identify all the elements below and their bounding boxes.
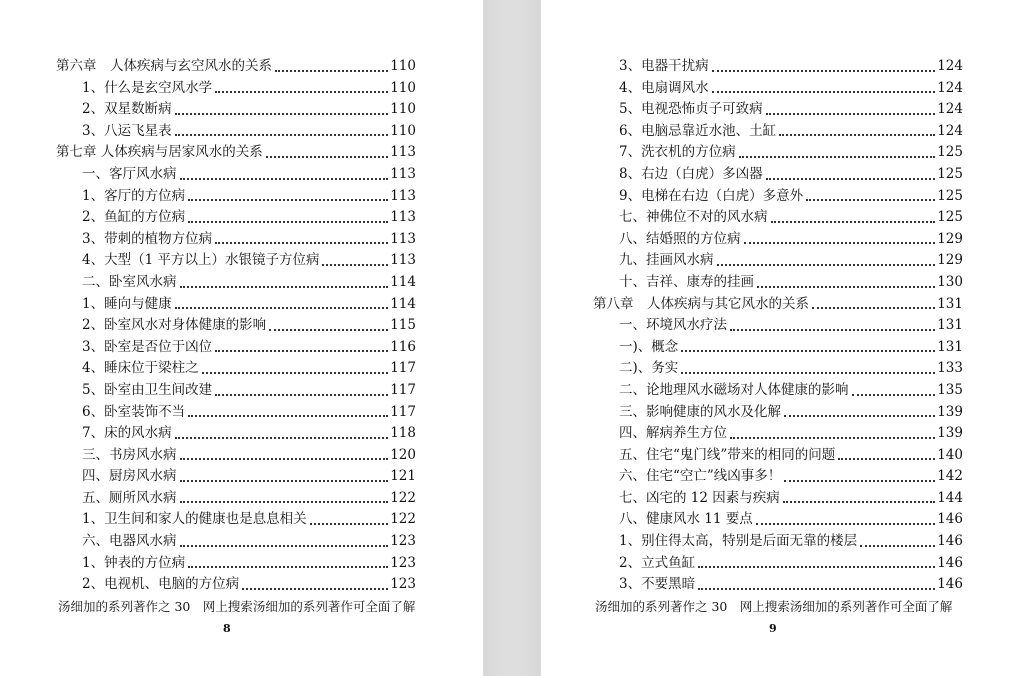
dot-leader: [266, 156, 388, 158]
toc-entry: [56, 574, 416, 596]
dot-leader: [766, 178, 936, 180]
page-number: 8: [223, 622, 231, 635]
toc-entry-page: 131: [937, 317, 963, 334]
toc-entry: [56, 164, 416, 186]
toc-entry: [56, 531, 416, 553]
right-page: [541, 0, 1024, 676]
toc-entry: [56, 99, 416, 121]
toc-entry: [593, 402, 963, 424]
page-footer: 汤细加的系列著作之 30 网上搜索汤细加的系列著作可全面了解: [595, 599, 953, 614]
toc-entry-page: 125: [937, 187, 963, 204]
toc-entry-label: 三、书房风水病: [82, 446, 177, 463]
toc-entry-page: 146: [937, 511, 963, 528]
toc-entry-label: 2、立式鱼缸: [619, 554, 696, 571]
toc-entry-label: 1、钟表的方位病: [82, 554, 186, 571]
toc-entry-label: 4、大型（1 平方以上）水银镜子方位病: [82, 252, 320, 269]
toc-entry: [593, 423, 963, 445]
toc-entry-label: 一、客厅风水病: [82, 165, 177, 182]
toc-entry-page: 129: [937, 252, 963, 269]
dot-leader: [681, 372, 935, 374]
dot-leader: [188, 221, 388, 223]
toc-entry-page: 113: [390, 165, 416, 182]
toc-entry-page: 124: [937, 101, 963, 118]
toc-entry-page: 117: [390, 381, 416, 398]
toc-entry-page: 113: [390, 144, 416, 161]
dot-leader: [766, 113, 936, 115]
toc-entry-label: 一)、概念: [619, 338, 679, 355]
toc-entry-label: 第七章 人体疾病与居家风水的关系: [56, 144, 263, 161]
dot-leader: [215, 394, 388, 396]
toc-entry-page: 130: [937, 273, 963, 290]
toc-entry-page: 129: [937, 230, 963, 247]
toc-entry-label: 二、论地理风水磁场对人体健康的影响: [619, 381, 849, 398]
toc-entry: [593, 315, 963, 337]
toc-entry-page: 123: [390, 576, 416, 593]
toc-entry: [56, 553, 416, 575]
toc-entry-label: 1、客厅的方位病: [82, 187, 186, 204]
toc-entry: [593, 531, 963, 553]
toc-entry-label: 2、双星数断病: [82, 101, 172, 118]
toc-entry: [593, 121, 963, 143]
toc-entry-label: 3、不要黑暗: [619, 576, 696, 593]
toc-entry: [593, 99, 963, 121]
toc-entry-page: 146: [937, 554, 963, 571]
toc-entry-label: 五、厕所风水病: [82, 489, 177, 506]
toc-entry-page: 125: [937, 144, 963, 161]
toc-entry-label: 第八章 人体疾病与其它风水的关系: [593, 295, 809, 312]
toc-entry: [593, 207, 963, 229]
dot-leader: [180, 501, 389, 503]
dot-leader: [175, 307, 389, 309]
toc-entry-label: 八、结婚照的方位病: [619, 230, 741, 247]
toc-entry-label: 4、电扇调风水: [619, 79, 709, 96]
toc-entry-page: 123: [390, 533, 416, 550]
toc-entry-label: 二)、务实: [619, 360, 679, 377]
toc-entry-label: 六、电器风水病: [82, 533, 177, 550]
toc-entry: [593, 142, 963, 164]
toc-entry-page: 115: [390, 317, 416, 334]
toc-entry-page: 122: [390, 511, 416, 528]
dot-leader: [756, 523, 935, 525]
page-footer: 汤细加的系列著作之 30 网上搜索汤细加的系列著作可全面了解: [58, 599, 416, 614]
toc-entry: [56, 358, 416, 380]
toc-entry: [593, 553, 963, 575]
toc-entry: [593, 250, 963, 272]
toc-entry-label: 8、右边（白虎）多凶器: [619, 165, 763, 182]
toc-entry-label: 八、健康风水 11 要点: [619, 511, 753, 528]
dot-leader: [783, 501, 935, 503]
toc-entry: [56, 509, 416, 531]
dot-leader: [180, 480, 389, 482]
toc-chapter-heading: [56, 142, 416, 164]
toc-entry: [56, 186, 416, 208]
toc-entry-label: 5、卧室由卫生间改建: [82, 381, 213, 398]
toc-entry-label: 7、床的风水病: [82, 425, 172, 442]
dot-leader: [838, 458, 935, 460]
toc-entry: [593, 164, 963, 186]
toc-entry-page: 117: [390, 360, 416, 377]
toc-entry: [56, 121, 416, 143]
toc-entry-page: 122: [390, 489, 416, 506]
toc-entry-label: 四、解病养生方位: [619, 425, 727, 442]
dot-leader: [730, 437, 935, 439]
toc-list: [593, 56, 963, 596]
toc-entry: [593, 380, 963, 402]
toc-chapter-heading: [56, 56, 416, 78]
toc-entry-page: 114: [390, 295, 416, 312]
toc-entry-label: 五、住宅“鬼门线”带来的相同的问题: [619, 446, 836, 463]
toc-entry: [593, 56, 963, 78]
dot-leader: [860, 545, 935, 547]
toc-entry-page: 110: [390, 122, 416, 139]
toc-entry-page: 113: [390, 209, 416, 226]
dot-leader: [681, 350, 935, 352]
dot-leader: [812, 307, 935, 309]
dot-leader: [202, 372, 389, 374]
toc-entry: [593, 466, 963, 488]
toc-entry-label: 九、挂画风水病: [619, 252, 714, 269]
toc-entry-label: 3、带刺的植物方位病: [82, 230, 213, 247]
toc-entry-page: 139: [937, 425, 963, 442]
toc-entry: [56, 466, 416, 488]
dot-leader: [175, 113, 389, 115]
toc-entry-page: 135: [937, 381, 963, 398]
toc-entry-page: 110: [390, 79, 416, 96]
dot-leader: [322, 264, 388, 266]
dot-leader: [242, 588, 388, 590]
toc-entry-label: 3、卧室是否位于凶位: [82, 338, 213, 355]
dot-leader: [779, 134, 935, 136]
toc-entry: [56, 445, 416, 467]
dot-leader: [215, 242, 388, 244]
dot-leader: [712, 70, 936, 72]
toc-entry-page: 117: [390, 403, 416, 420]
toc-entry-label: 2、鱼缸的方位病: [82, 209, 186, 226]
dot-leader: [852, 394, 936, 396]
toc-entry-label: 4、睡床位于梁柱之: [82, 360, 199, 377]
toc-entry-page: 121: [390, 468, 416, 485]
toc-entry-page: 142: [937, 468, 963, 485]
toc-entry-page: 124: [937, 79, 963, 96]
toc-entry-label: 1、卫生间和家人的健康也是息息相关: [82, 511, 307, 528]
toc-entry-page: 131: [937, 338, 963, 355]
dot-leader: [784, 480, 935, 482]
left-page: [0, 0, 483, 676]
dot-leader: [188, 199, 388, 201]
toc-entry-label: 七、凶宅的 12 因素与疾病: [619, 489, 780, 506]
dot-leader: [698, 588, 935, 590]
toc-entry-label: 七、神佛位不对的风水病: [619, 209, 768, 226]
page-gutter: [483, 0, 541, 676]
dot-leader: [180, 286, 389, 288]
dot-leader: [757, 286, 935, 288]
toc-entry-label: 6、电脑忌靠近水池、土缸: [619, 122, 777, 139]
dot-leader: [188, 415, 388, 417]
toc-entry-label: 1、什么是玄空风水学: [82, 79, 213, 96]
toc-entry-page: 110: [390, 58, 416, 74]
dot-leader: [188, 566, 388, 568]
toc-entry: [56, 272, 416, 294]
toc-entry: [593, 272, 963, 294]
toc-entry-page: 124: [937, 122, 963, 139]
dot-leader: [739, 156, 936, 158]
toc-entry: [56, 294, 416, 316]
toc-entry: [56, 229, 416, 251]
toc-entry-page: 123: [390, 554, 416, 571]
dot-leader: [771, 221, 936, 223]
toc-entry-page: 113: [390, 252, 416, 269]
toc-entry-label: 一、环境风水疗法: [619, 317, 727, 334]
toc-entry: [56, 402, 416, 424]
toc-entry: [593, 488, 963, 510]
toc-entry: [593, 358, 963, 380]
dot-leader: [275, 70, 388, 72]
toc-entry-label: 1、别住得太高，特别是后面无靠的楼层: [619, 533, 858, 550]
toc-entry-page: 131: [937, 295, 963, 312]
toc-entry-label: 7、洗衣机的方位病: [619, 144, 736, 161]
dot-leader: [712, 91, 936, 93]
toc-entry-page: 125: [937, 209, 963, 226]
toc-entry-label: 2、电视机、电脑的方位病: [82, 576, 240, 593]
toc-entry-page: 116: [390, 338, 416, 355]
toc-entry: [56, 207, 416, 229]
toc-entry: [56, 488, 416, 510]
toc-entry-label: 三、影响健康的风水及化解: [619, 403, 781, 420]
dot-leader: [806, 199, 935, 201]
toc-chapter-heading: [593, 294, 963, 316]
toc-entry-page: 144: [937, 489, 963, 506]
toc-entry-label: 3、八运飞星表: [82, 122, 172, 139]
dot-leader: [180, 178, 389, 180]
toc-entry-label: 2、卧室风水对身体健康的影响: [82, 317, 267, 334]
toc-entry-label: 二、卧室风水病: [82, 273, 177, 290]
toc-entry-label: 四、厨房风水病: [82, 468, 177, 485]
toc-list: [56, 56, 416, 596]
dot-leader: [215, 350, 388, 352]
toc-entry-page: 124: [937, 58, 963, 74]
toc-entry-label: 十、吉祥、康寿的挂画: [619, 273, 754, 290]
dot-leader: [730, 329, 935, 331]
toc-entry: [56, 315, 416, 337]
toc-entry: [593, 445, 963, 467]
toc-entry: [593, 229, 963, 251]
dot-leader: [310, 523, 389, 525]
toc-entry: [56, 380, 416, 402]
toc-entry: [593, 574, 963, 596]
toc-entry: [593, 186, 963, 208]
toc-entry-page: 133: [937, 360, 963, 377]
toc-entry-page: 114: [390, 273, 416, 290]
dot-leader: [180, 545, 389, 547]
toc-entry-page: 146: [937, 576, 963, 593]
dot-leader: [698, 566, 935, 568]
toc-entry-label: 第六章 人体疾病与玄空风水的关系: [56, 58, 272, 74]
toc-entry: [56, 250, 416, 272]
toc-entry-page: 140: [937, 446, 963, 463]
toc-entry: [56, 78, 416, 100]
dot-leader: [717, 264, 936, 266]
dot-leader: [215, 91, 388, 93]
toc-entry-page: 113: [390, 230, 416, 247]
dot-leader: [175, 437, 389, 439]
toc-entry-label: 3、电器干扰病: [619, 58, 709, 74]
toc-entry-label: 1、睡向与健康: [82, 295, 172, 312]
dot-leader: [175, 134, 389, 136]
dot-leader: [744, 242, 936, 244]
toc-entry: [56, 337, 416, 359]
toc-entry-page: 146: [937, 533, 963, 550]
toc-entry-label: 6、卧室装饰不当: [82, 403, 186, 420]
toc-entry-page: 113: [390, 187, 416, 204]
toc-entry-label: 六、住宅“空亡”线凶事多！: [619, 468, 782, 485]
toc-entry-page: 139: [937, 403, 963, 420]
dot-leader: [269, 329, 388, 331]
toc-entry: [56, 423, 416, 445]
dot-leader: [784, 415, 935, 417]
toc-entry-page: 125: [937, 165, 963, 182]
page-number: 9: [769, 622, 777, 635]
toc-entry: [593, 337, 963, 359]
toc-entry: [593, 509, 963, 531]
toc-entry-label: 5、电视恐怖贞子可致病: [619, 101, 763, 118]
toc-entry: [593, 78, 963, 100]
toc-entry-page: 110: [390, 101, 416, 118]
dot-leader: [180, 458, 389, 460]
toc-entry-page: 120: [390, 446, 416, 463]
toc-entry-label: 9、电梯在右边（白虎）多意外: [619, 187, 804, 204]
toc-entry-page: 118: [390, 425, 416, 442]
